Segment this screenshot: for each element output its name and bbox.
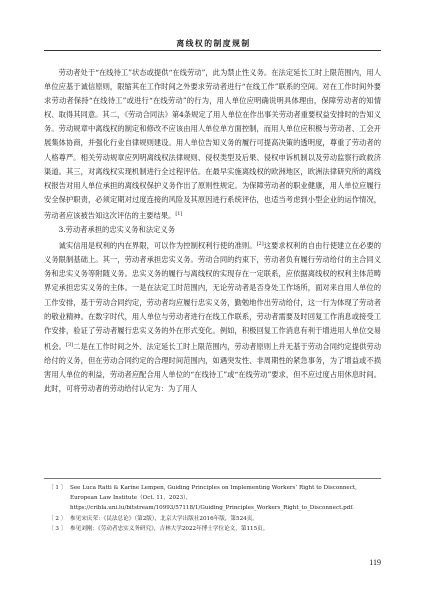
footnote-text: 参见刘刚：《劳动者忠实义务研究》，吉林大学2022年博士学位论文，第115页。 bbox=[70, 525, 269, 532]
paragraph-text: 这要求权利的自由行使建立在必要的义务限制基础上。其一，劳动者承担忠实义务。劳动合同的约束下，劳动者负有履行劳动给付的主合同义务和忠实义务等附随义务。忠实义务的履行与离线权的实现存在一定联系，应依据离线权的权利主体范畴界定承担忠实义务的主体。一是在法定工时范围内，无论劳动者是否身处工作场所，面对来自用人单位的工作安排，基于劳动合同约定，劳动者均应履行忠实义务，勤勉地作出劳动给付，这一行为体现了劳动者的敬业精神。在数字时代，用人单位与劳动者进行在线工作联系，劳动者需要及时回复工作消息或接受工作安排，验证了劳动者履行忠实义务的外在形式变化。例如，积极回复工作消息有利于增进用人单位交易机会。 bbox=[44, 241, 382, 351]
footnote-ref[interactable]: [3] bbox=[66, 341, 74, 348]
paragraph-text: 二是在工作时间之外、法定延长工时上限范围内，劳动者原则上并无基于劳动合同约定提供劳动给付的义务，但在劳动合同约定的合理时间范围内，如遇突发性、非周期性的紧急事务，为了增益或不损害用人单位的利益，劳动者应配合用人单位的“在线待工”或“在线劳动”要求，但不应过度占用休息时间。此时，可将劳动者的劳动给付认定为：为了用人 bbox=[44, 341, 382, 394]
footnote bbox=[44, 514, 381, 524]
paragraph-text: 劳动者处于“在线待工”状态或提供“在线劳动”，此为禁止性义务。在法定延长工时上限范围内，用人单位应基于诚信原则，限缩其在工作时间之外要求劳动者进行“在线工作”联系的空间。对在工作时间外要求劳动者保持“在线待工”或进行“在线劳动”的行为，用人单位应明确说明具体理由，保障劳动者的知情权、取得其同意。其二，《劳动合同法》第4条规定了用人单位在作出事关劳动者重要权益安排时的告知义务。劳动规章中离线权的制定和修改不应该由用人单位单方面控制，而用人单位应积极与劳动者、工会开展集体协商，并强化行业自律规则建设。用人单位告知义务的履行可提高决策的透明度，尊重了劳动者的人格尊严。相关劳动规章应列明离线权法律规则、侵权类型及后果、侵权申诉机制以及劳动监察行政救济渠道。其三，对离线权实现机制进行全过程评估。在最早实施离线权的欧洲地区，欧洲法律研究所的离线权报告对用人单位承担的离线权保护义务作出了原则性规定。为保障劳动者的职业健康，用人单位应履行安全保护职责，必须定期对过度连接的风险及其原因进行系统评估，也适当考虑到小型企业的运作情况，劳动者应该被告知这次评估的主要结果。 bbox=[44, 68, 381, 220]
page-number: 119 bbox=[369, 558, 381, 567]
footnote-ref[interactable]: [1] bbox=[175, 210, 183, 217]
section-heading: 3.劳动者承担的忠实义务和法定义务 bbox=[58, 225, 176, 235]
footnote-number: 〔 1 〕 bbox=[48, 485, 67, 491]
running-header: 离线权的制度规制 bbox=[176, 39, 251, 48]
header-rule bbox=[44, 50, 381, 51]
footnotes bbox=[44, 483, 381, 534]
body-text bbox=[44, 66, 381, 396]
footnote-ref[interactable]: [2] bbox=[256, 241, 264, 248]
footnote-text: See Luca Ratti & Karine Lempen, Guiding Principles on Implementing Workers’ Right to Disconnect, European Law Institute（Oct. 11，2023），https://cribla.uni.lu/bitstream/10993/57118/1/Guiding_Principles_Workers_Right_to_Disconnect.pdf. bbox=[70, 485, 357, 512]
footnote bbox=[44, 483, 381, 514]
footnote bbox=[44, 524, 381, 534]
footnote-text: 参见宋庆荣：《民法总论》（第2版），北京大学出版社2016年版，第524页。 bbox=[70, 515, 258, 522]
footnote-rule bbox=[44, 478, 381, 479]
paragraph-text: 诚实信用是权利的内在界限，可以作为控制权利行使的准则。 bbox=[58, 241, 257, 251]
paragraph bbox=[44, 237, 381, 396]
footnote-number: 〔 2 〕 bbox=[48, 515, 67, 522]
footnote-number: 〔 3 〕 bbox=[48, 525, 67, 532]
paragraph bbox=[44, 66, 381, 223]
